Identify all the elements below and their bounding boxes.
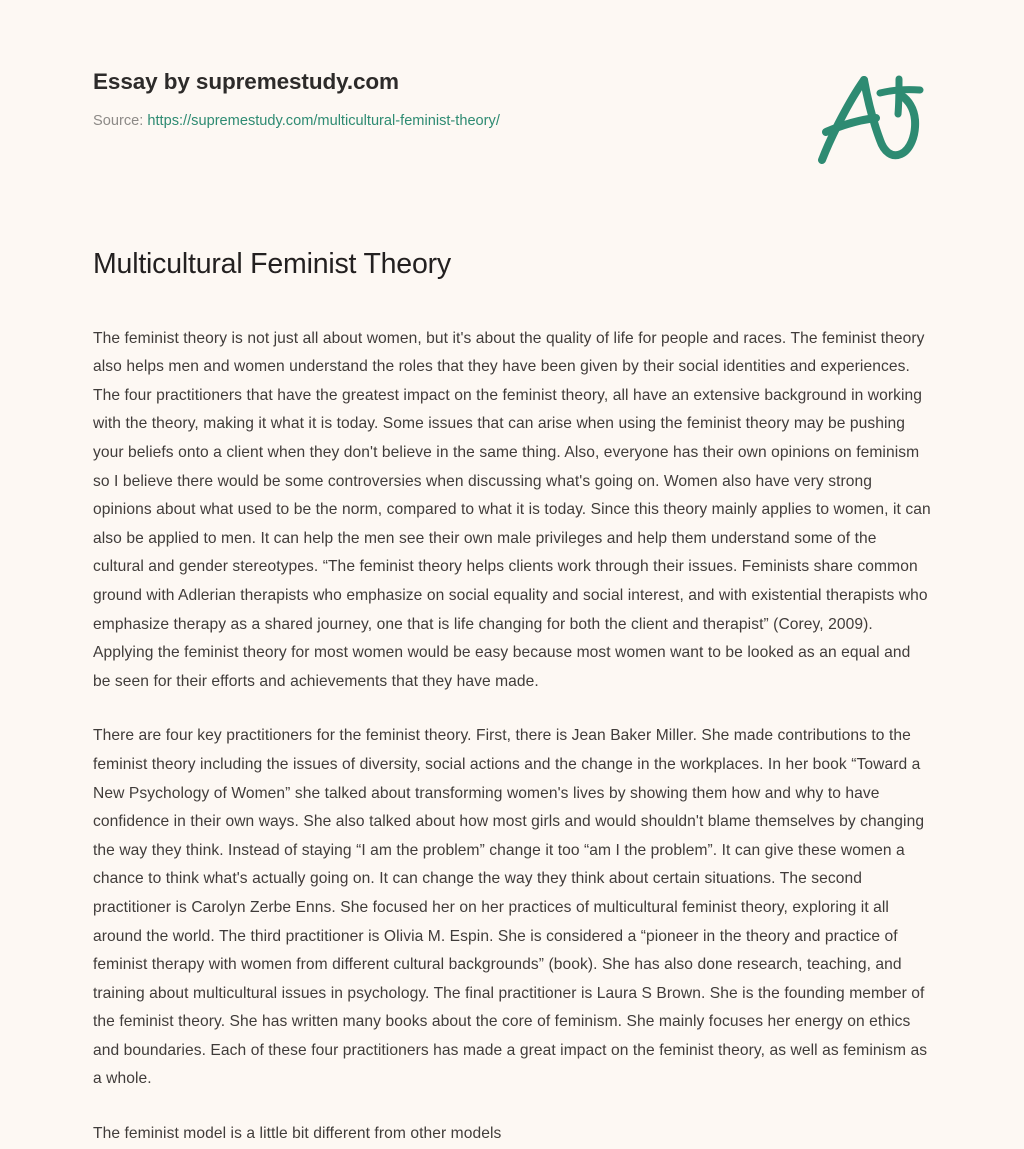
source-label: Source: bbox=[93, 113, 144, 129]
source-url-link[interactable]: https://supremestudy.com/multicultural-feminist-theory/ bbox=[147, 113, 500, 129]
paragraph: The feminist theory is not just all about women, but it's about the quality of life for people and races. The feminist theory also helps men and women understand the roles that they have been given by their social identities and experiences. The four practitioners that have the greatest impact on the feminist theory, all have an extensive background in working with the theory, making it what it is today. Some issues that can arise when using the feminist theory may be pushing your beliefs onto a client when they don't believe in the same thing. Also, everyone has their own opinions on feminism so I believe there would be some controversies when discussing what's going on. Women also have very strong opinions about what used to be the norm, compared to what it is today. Since this theory mainly applies to women, it can also be applied to men. It can help the men see their own male privileges and help them understand some of the cultural and gender stereotypes. “The feminist theory helps clients work through their issues. Feminists share common ground with Adlerian therapists who emphasize on social equality and social interest, and with existential therapists who emphasize therapy as a shared journey, one that is life changing for both the client and therapist” (Corey, 2009). Applying the feminist theory for most women would be easy because most women want to be looked as an equal and be seen for their efforts and achievements that they have made. bbox=[93, 329, 931, 690]
site-logo[interactable] bbox=[806, 62, 936, 177]
site-attribution-title: Essay by supremestudy.com bbox=[93, 69, 399, 94]
article-body bbox=[93, 325, 931, 1149]
page-title: Multicultural Feminist Theory bbox=[93, 248, 451, 280]
paragraph: There are four key practitioners for the feminist theory. First, there is Jean Baker Miller. She made contributions to the feminist theory including the issues of diversity, social actions and the change in the workplaces. In her book “Toward a New Psychology of Women” she talked about transforming women's lives by showing them how and why to have confidence in their own ways. She also talked about how most girls and would shouldn't blame themselves by changing the way they think. Instead of staying “I am the problem” change it too “am I the problem”. It can give these women a chance to think what's actually going on. It can change the way they think about certain situations. The second practitioner is Carolyn Zerbe Enns. She focused her on her practices of multicultural feminist theory, exploring it all around the world. The third practitioner is Olivia M. Espin. She is considered a “pioneer in the theory and practice of feminist therapy with women from different cultural backgrounds” (book). She has also done research, teaching, and training about multicultural issues in psychology. The final practitioner is Laura S Brown. She is the founding member of the feminist theory. She has written many books about the core of feminism. She mainly focuses her energy on ethics and boundaries. Each of these four practitioners has made a great impact on the feminist theory, as well as feminism as a whole. bbox=[93, 727, 928, 1088]
a-plus-logo-icon bbox=[806, 62, 936, 177]
paragraph: The feminist model is a little bit different from other models bbox=[93, 1125, 502, 1143]
article bbox=[93, 247, 931, 1149]
